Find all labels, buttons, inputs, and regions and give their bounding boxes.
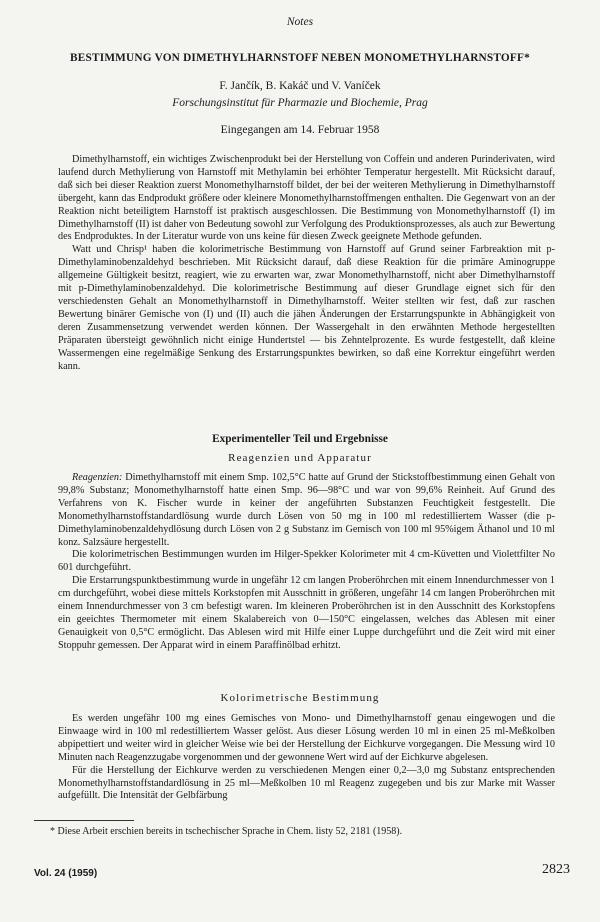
reagenzien-lead: Reagenzien: [72, 472, 123, 483]
received-date: Eingegangen am 14. Februar 1958 [220, 124, 380, 136]
running-head: Notes [286, 16, 314, 28]
kolorimetrie-paragraph-1: Es werden ungefähr 100 mg eines Gemisches von Mono- und Dimethylharnstoff genau eingewogen und die Einwaage wird in 100 ml redestilliertem Wasser gelöst. Aus dieser Lösung werden 10 ml in einen 25 ml-Meßkolben abpipettiert und weiter wird in gleicher Weise wie bei der Herstellung der Eichkurve vorgegangen. Die Messung wird 10 Minuten nach Reagenzzugabe vorgenommen und der gewonnene Wert wird auf der Eichkurve abgelesen. [58, 713, 555, 763]
section-title: Experimenteller Teil und Ergebnisse [212, 433, 388, 445]
introduction [58, 154, 555, 373]
kolorimetrie-paragraph-2: Für die Herstellung der Eichkurve werden zu verschiedenen Mengen einer 0,2—3,0 mg Substanz entsprechenden Monomethylharnstoffstandardlösung in 25 ml—Meßkolben 10 ml Reagenz zugegeben und bis zur Marke mit Wasser aufgefüllt. Die Intensität der Gelbfärbung [58, 764, 555, 802]
footnote: * Diese Arbeit erschien bereits in tschechischer Sprache in Chem. listy 52, 2181 (1958). [50, 826, 403, 837]
intro-paragraph-1: Dimethylharnstoff, ein wichtiges Zwischenprodukt bei der Herstellung von Coffein und anderen Purinderivaten, wird laufend durch Methylierung von Harnstoff mit Methylamin bei erhöhter Temperatur hergestellt. Mit Rücksicht darauf, daß sich bei dieser Reaktion zuerst Monomethylharnstoff bildet, der bei der weiteren Methylierung in Dimethylharnstoff übergeht, kann das Endprodukt größere oder kleinere Monomethylharnstoffmengen enthalten. Die Gegenwart von an der Reaktion nicht beteiligtem Harnstoff ist praktisch ausgeschlossen. Die Bestimmung von Monomethylharnstoff (I) im Dimethylharnstoff (II) ist daher von Bedeutung sowohl zur Verfolgung des Produktionsprozesses, als auch zur Bewertung des Endproduktes. In der Literatur wurde von uns keine für diesen Zweck geeignete Methode gefunden. [58, 154, 555, 243]
reagenzien-paragraph-1 [58, 472, 555, 549]
footnote-divider [34, 820, 134, 821]
affiliation: Forschungsinstitut für Pharmazie und Biochemie, Prag [172, 97, 428, 109]
kolorimetrie-section [58, 713, 555, 803]
volume-info: Vol. 24 (1959) [34, 868, 98, 879]
reagenzien-text: Dimethylharnstoff mit einem Smp. 102,5°C hatte auf Grund der Stickstoffbestimmung einen Gehalt von 99,8% Substanz; Monomethylharnstoff hatte einen Smp. 96—98°C und war von 99,6% Reinheit. Auf Grund des Verfahrens von K. Fischer wurde in keiner der angeführten Substanzen Feuchtigkeit festgestellt. Die Monomethylharnstoffstandardlösung wurde durch Lösen von 50 mg in 100 ml redestilliertem Wasser (die p-Dimethylaminobenzaldehydlösung durch Lösen von 2 g Substanz im Gemisch von 100 ml 95%igem Äthanol und 10 ml konz. Salzsäure hergestellt. [58, 472, 556, 548]
page-number: 2823 [542, 862, 570, 877]
reagenzien-paragraph-2: Die kolorimetrischen Bestimmungen wurden im Hilger-Spekker Kolorimeter mit 4 cm-Küvetten und Violettfilter No 601 durchgeführt. [58, 549, 555, 574]
authors: F. Jančík, B. Kakáč und V. Vaníček [219, 80, 381, 92]
article-title: BESTIMMUNG VON DIMETHYLHARNSTOFF NEBEN MONOMETHYLHARNSTOFF* [70, 52, 530, 64]
intro-paragraph-2: Watt und Chrisp¹ haben die kolorimetrische Bestimmung von Harnstoff auf Grund seiner Farbreaktion mit p-Dimethylaminobenzaldehyd beschrieben. Mit Rücksicht darauf, daß diese Reaktion für die primäre Aminogruppe allgemeine Gültigkeit besitzt, reagiert, wie zu erwarten war, zwar Monomethylharnstoff, nicht aber Dimethylharnstoff mit p-Dimethylaminobenzaldehyd. Die kolorimetrische Bestimmung auf dieser Grundlage eignet sich für den verschiedensten Gehalt an Monomethylharnstoff in Dimethylharnstoff. Weiter stellten wir fest, daß zur raschen Bewertung binärer Gemische von (I) und (II) auch die jähen Änderungen der Erstarrungspunkte in Abhängigkeit von deren Zusammensetzung verwendet werden können. Der Wassergehalt in den erwähnten Methode hergestellten Präparaten übersteigt gewöhnlich nicht einige Hundertstel — bis Zehntelprozente. Es wurde festgestellt, daß kleine Wassermengen eine regelmäßige Senkung des Erstarrungspunktes bewirken, so daß eine Korrektur eingeführt werden kann. [58, 244, 555, 372]
subheading-kolorimetrie: Kolorimetrische Bestimmung [220, 692, 380, 704]
reagenzien-paragraph-3: Die Erstarrungspunktbestimmung wurde in ungefähr 12 cm langen Proberöhrchen mit einem Innendurchmesser von 1 cm durchgeführt, wobei diese mittels Korkstopfen mit Ausschnitt in größeren, ungefähr 14 cm langen Proberöhrchen mit einem Innendurchmesser von 3 cm befestigt waren. Im kleineren Proberöhrchen ist in den Ausschnitt des Korkstopfens ein geeichtes Thermometer mit einem Skalabereich von 0—150°C eingelassen, welches das Ablesen mit einer Genauigkeit von 0,5°C ermöglicht. Das Ablesen wird mit Hilfe einer Luppe durchgeführt und die Zeit wird mit einer Stoppuhr gemessen. Der Apparat wird in einem Paraffinölbad erhitzt. [58, 575, 555, 651]
reagenzien-section [58, 472, 555, 653]
subheading-reagenzien: Reagenzien und Apparatur [228, 452, 372, 464]
